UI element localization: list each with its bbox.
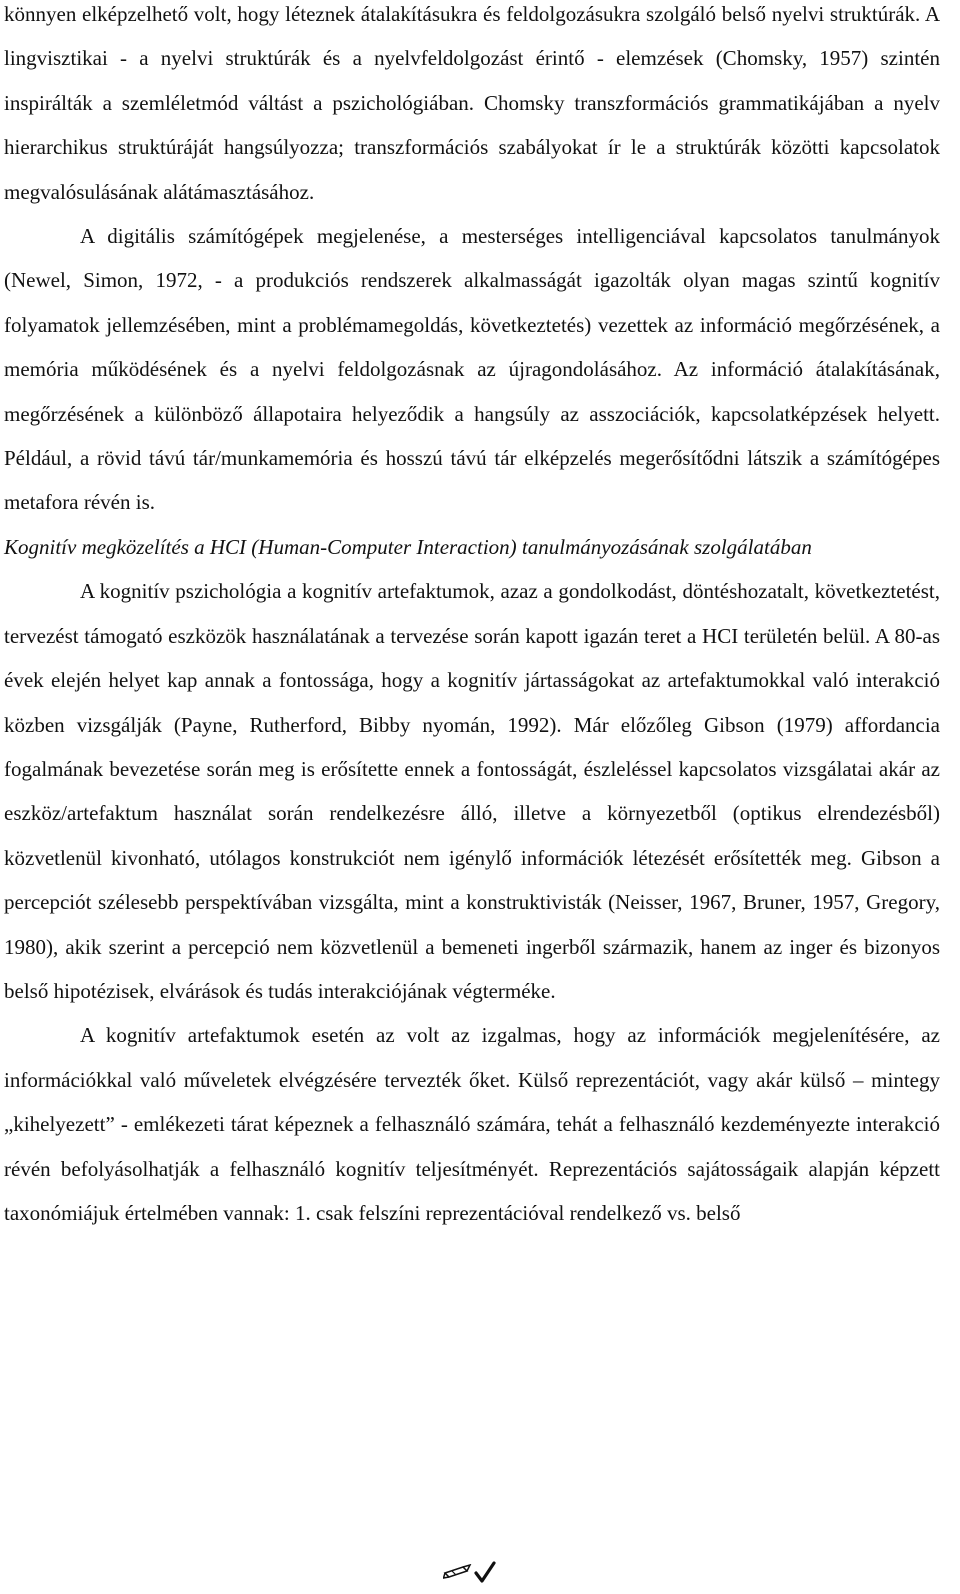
paragraph-digital-computers: A digitális számítógépek megjelenése, a mesterséges intelligenciával kapcsolatos tanulmányok (Newel, Simon, 1972, - a produkciós rendszerek alkalmasságát igazolták olyan magas szintű kognitív folyamatok jellemzésében, mint a problémamegoldás, következtetés) vezettek az információ megőrzésének, a memória működésének és a nyelvi feldolgozásnak az újragondolásához. Az információ átalakításának, megőrzésének a különböző állapotaira helyeződik a hangsúly az asszociációk, kapcsolatképzések helyett. Például, a rövid távú tár/munkamemória és hosszú távú tár elképzelés megerősítődni látszik a számítógépes metafora révén is. — [4, 224, 940, 515]
paragraph-intro: könnyen elképzelhető volt, hogy léteznek átalakításukra és feldolgozásukra szolgáló belső nyelvi struktúrák. A lingvisztikai - a nyelvi struktúrák és a nyelvfeldolgozást érintő - elemzések (Chomsky, 1957) szintén inspirálták a szemléletmód váltást a pszichológiában. Chomsky transzformációs grammatikájában a nyelv hierarchikus struktúráját hangsúlyozza; transzformációs szabályokat ír le a struktúrák közötti kapcsolatok megvalósulásának alátámasztásához. — [4, 2, 940, 204]
paragraph-cognitive-artefacts: A kognitív artefaktumok esetén az volt az izgalmas, hogy az információk megjelenítésére, az információkkal való műveletek elvégzésére tervezték őket. Külső reprezentációt, vagy akár külső – mintegy „kihelyezett” - emlékezeti tárat képeznek a felhasználó számára, tehát a felhasználó kezdeményezte interakció révén befolyásolhatják a felhasználó kognitív teljesítményét. Reprezentációs sajátosságaik alapján képzett taxonómiájuk értelmében vannak: 1. csak felszíni reprezentációval rendelkező vs. belső — [4, 1023, 940, 1225]
section-heading: Kognitív megközelítés a HCI (Human-Computer Interaction) tanulmányozásának szolgálatában — [4, 534, 812, 559]
checkmark-icon — [474, 1561, 496, 1588]
pencil-icon — [443, 1564, 473, 1585]
paragraph-cognitive-psychology: A kognitív pszichológia a kognitív artefaktumok, azaz a gondolkodást, döntéshozatalt, következtetést, tervezést támogató eszközök használatának a tervezése során kapott igazán teret a HCI területén belül. A 80-as évek elején helyet kap annak a fontossága, hogy a kognitív jártasságokat az artefaktumokkal való interakció közben vizsgálják (Payne, Rutherford, Bibby nyomán, 1992). Már előzőleg Gibson (1979) affordancia fogalmának bevezetése során meg is erősítette ennek a fontosságát, észleléssel kapcsolatos vizsgálatai akár az eszköz/artefaktum használat során rendelkezésre álló, illetve a környezetből (optikus elrendezésből) közvetlenül kivonható, utólagos konstrukciót nem igénylő információk létezését erősítették meg. Gibson a percepciót szélesebb perspektívában vizsgálta, mint a konstruktivisták (Neisser, 1967, Bruner, 1957, Gregory, 1980), akik szerint a percepció nem közvetlenül a bemeneti ingerből származik, hanem az inger és bizonyos belső hipotézisek, elvárások és tudás interakciójának végterméke. — [4, 579, 940, 1003]
document-page — [4, 0, 940, 1235]
footer-mark — [443, 1560, 496, 1588]
